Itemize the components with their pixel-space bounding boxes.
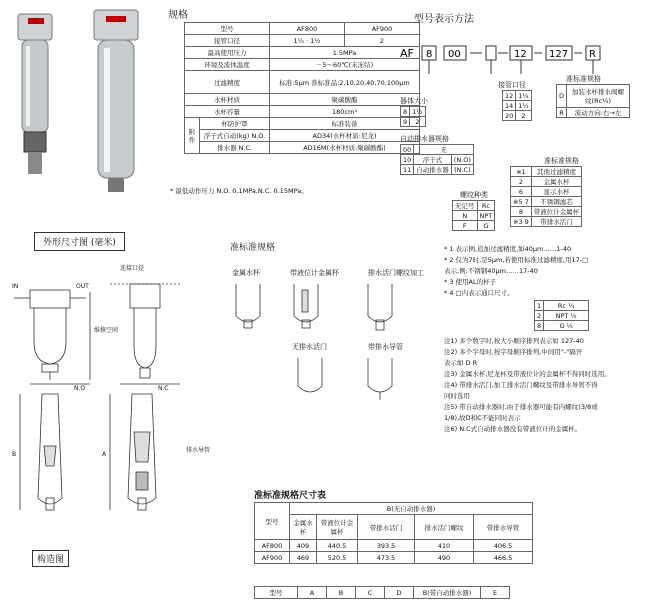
spec-cell: 水杯材质 (185, 94, 270, 106)
table-row (185, 23, 420, 35)
body-value: 1½ (410, 107, 425, 117)
note-line: 表示如 D R (444, 359, 478, 367)
spec-cell: 过滤精度 (185, 71, 270, 94)
note-line: 注5) 带自动排水器时,由于排水器可能有内螺纹(3/8或 (444, 403, 598, 411)
dim-cell: AF900 (255, 552, 290, 564)
semi-caption-thread: 排水活门螺纹加工 (368, 269, 424, 277)
spec-drain-nc: N.C. (238, 144, 253, 152)
bottom-header: A (298, 587, 327, 599)
accessory-table (556, 84, 630, 118)
spec-cell: 环境及流体温度 (185, 59, 270, 71)
note-line: 注3) 金属水杯,尼龙杯及带液位计的金属杯不得同时选用。 (444, 370, 611, 378)
spec-cell: AD34(水杯材质:尼龙) (270, 130, 420, 142)
dim-header: 型号 (255, 503, 290, 540)
semi-code: ※1 (511, 167, 532, 177)
body-code: 8 (401, 107, 410, 117)
table-row (255, 540, 533, 552)
semi-fig-metal (236, 284, 260, 328)
table-row (185, 106, 420, 118)
table-row (185, 35, 420, 47)
dim-in-label: IN (12, 283, 19, 290)
model-code-boxes (400, 44, 650, 74)
dim-header: 带液位计金属杯 (317, 515, 358, 540)
table-row (511, 197, 582, 207)
note-line: 注2) 多个字母时,按字母顺序排列,中间用"-"隔开 (444, 348, 583, 356)
table-row (557, 85, 630, 108)
semi-figs-title: 准标准规格 (230, 243, 276, 253)
table-row (185, 47, 420, 59)
table-row (185, 118, 420, 130)
spec-table-wrap (184, 22, 420, 154)
dim-cell: 409 (290, 540, 317, 552)
table-row (255, 587, 510, 599)
spec-cell: 最高使用压力 (185, 47, 270, 59)
spec-title: 规格 (168, 10, 188, 21)
dim-table (254, 502, 533, 564)
drain-code: 00 (401, 145, 414, 155)
spec-footnote: * 最低动作压力 N.O. 0.1MPa,N.C. 0.15MPa。 (170, 187, 308, 195)
product-photo-af800 (18, 14, 52, 174)
thread-code: 无记号 (453, 201, 478, 211)
semi-caption-nocock: 无排水活门 (292, 343, 327, 351)
table-row (401, 107, 426, 117)
code-prefix: AF (400, 47, 414, 60)
thread-value: G (477, 221, 495, 231)
port-table-value: NPT ¼ (544, 311, 589, 321)
thread-code: N (453, 211, 478, 221)
port-code: 20 (503, 111, 516, 121)
dim-hex-label: 排水导管 (186, 447, 211, 454)
thread-value: NPT (477, 211, 495, 221)
spec-drain-label: 浮子式自动(kg) (203, 132, 250, 140)
dim-port-label: 连接口径 (120, 265, 145, 272)
note-line: * 1 表示例,追加过滤精度,如40μm……1-40 (444, 245, 572, 253)
body-code: 9 (401, 117, 410, 127)
spec-cell: 接管口径 (185, 35, 270, 47)
accessory-desc: 加装水杯排水阀螺纹(Rc¼) (567, 85, 630, 108)
note-line: * 4 □内表示通口尺寸。 (444, 289, 514, 297)
port-table-code: 2 (535, 311, 544, 321)
table-row (535, 301, 589, 311)
drain-desc: 自动排水器 (414, 165, 452, 175)
table-row (453, 211, 495, 221)
table-row (511, 207, 582, 217)
semi-std-title: 准标准规格 (544, 157, 579, 165)
port-table-code: 8 (535, 321, 544, 331)
semi-fig-level (294, 284, 318, 328)
spec-cell: AD16M(水杯材质:聚碳酸酯) (270, 142, 420, 154)
dim-cell: 490 (415, 552, 474, 564)
spec-table (184, 22, 420, 154)
port-value: 2 (516, 111, 531, 121)
port-table-code: 1 (535, 301, 544, 311)
bottom-header: E (481, 587, 510, 599)
port-value: 1½ (516, 101, 531, 111)
dim-cell: 469 (290, 552, 317, 564)
note-line: * 2 仅为7时,是5μm,若使用标准过滤精度,用17-□ (444, 256, 589, 264)
semi-desc: 带液位计金属杯 (531, 207, 582, 217)
table-row (185, 142, 420, 154)
semi-desc: 显示水杯 (531, 187, 582, 197)
dim-header: 带排水活门 (358, 515, 415, 540)
spec-cell: 聚碳酸酯 (270, 94, 420, 106)
dim-no-label: N.O (74, 385, 86, 392)
dim-cell: 440.5 (317, 540, 358, 552)
spec-cell: 型号 (185, 23, 270, 35)
semi-fig-tube (368, 358, 392, 400)
structure-title: 构造图 (32, 550, 69, 567)
table-row (255, 515, 533, 540)
semi-desc: 金属水杯 (531, 177, 582, 187)
drain-code: 11 (401, 165, 414, 175)
dim-maint-label: 维修空间 (94, 327, 119, 334)
table-row (503, 91, 532, 101)
table-row (535, 321, 589, 331)
table-row (511, 187, 582, 197)
product-photos (8, 6, 158, 221)
spec-cell (200, 130, 270, 142)
semi-code: ※5 7 (511, 197, 532, 207)
table-row (401, 155, 474, 165)
table-row (185, 94, 420, 106)
dimension-drawing (10, 262, 211, 522)
dim-out-label: OUT (76, 283, 89, 290)
drain-type: (N.C) (451, 165, 473, 175)
drain-desc: 浮子式 (414, 155, 452, 165)
port-table-value: G ¼ (544, 321, 589, 331)
dim-cell: 406.5 (474, 540, 533, 552)
accessory-code: D (557, 85, 567, 108)
thread-title: 螺纹种类 (460, 191, 488, 199)
table-row (511, 217, 582, 227)
dim-nc-label: N.C (158, 385, 169, 392)
port-table-value: Rc ¼ (544, 301, 589, 311)
code-size: 8 (426, 49, 433, 60)
note-line: 注4) 带排水活门,加工排水活门螺纹及带排水导管不得 (444, 381, 598, 389)
code-drain: 00 (448, 49, 461, 60)
spec-cell: 杯防护罩 (200, 118, 270, 130)
semi-caption-level: 带液位计金属杯 (290, 269, 339, 277)
table-row (255, 552, 533, 564)
dim-table-title: 准标准规格尺寸表 (254, 491, 327, 501)
bottom-group-header: B(带自动排水器) (414, 587, 481, 599)
spec-cell: 1.5MPa (270, 47, 420, 59)
semi-desc: 不锈钢滤芯 (531, 197, 582, 207)
table-row (185, 71, 420, 94)
table-row (453, 221, 495, 231)
semi-std-table (510, 166, 582, 227)
semi-caption-metal: 金属水杯 (232, 269, 260, 277)
semi-desc: 其他过滤精度 (531, 167, 582, 177)
dim-cell: 410 (415, 540, 474, 552)
table-row (503, 111, 532, 121)
port-code: 12 (503, 91, 516, 101)
table-row (401, 165, 474, 175)
semi-code: 8 (511, 207, 532, 217)
dim-cell: AF800 (255, 540, 290, 552)
bottom-table (254, 586, 510, 599)
code-dir: R (589, 49, 596, 60)
thread-code: F (453, 221, 478, 231)
spec-cell: 1¼ · 1½ (270, 35, 345, 47)
spec-cell: AF900 (345, 23, 420, 35)
accessory-desc: 流动方向:右→左 (567, 108, 630, 118)
spec-cell: 标准:5μm 准标准品:2,10,20,40,70,100μm (270, 71, 420, 94)
accessory-title: 准标准规格 (566, 75, 601, 83)
model-code-title: 型号表示方法 (414, 14, 474, 25)
spec-cell: －5～60℃(未冻结) (270, 59, 420, 71)
dim-cell: 520.5 (317, 552, 358, 564)
semi-desc: 带排水活门 (531, 217, 582, 227)
table-row (255, 503, 533, 515)
port-code-table (534, 300, 589, 331)
spec-cell (200, 142, 270, 154)
dim-cell: 473.5 (358, 552, 415, 564)
semi-code: 2 (511, 177, 532, 187)
code-port: 12 (514, 49, 527, 60)
spec-drain-label: 排水器 (216, 144, 237, 152)
accessory-code: R (557, 108, 567, 118)
dim-a-label: A (102, 451, 107, 458)
drain-desc: 无 (414, 145, 474, 155)
table-row (503, 101, 532, 111)
spec-cell: AF800 (270, 23, 345, 35)
note-line: 表示,例:不锈钢40μm……17-40 (444, 267, 538, 275)
thread-table (452, 200, 495, 231)
thread-value: Rc (477, 201, 495, 211)
table-row (185, 59, 420, 71)
auto-drain-title: 自动排水器规格 (400, 135, 449, 143)
spec-cell: 标准装备 (270, 118, 420, 130)
spec-drain-no: N.O. (251, 132, 266, 140)
semi-caption-tube: 带排水导管 (368, 343, 403, 351)
code-semi: 127 (549, 49, 569, 60)
dim-cell: 393.5 (358, 540, 415, 552)
dim-b-label: B (12, 451, 17, 458)
semi-code: 6 (511, 187, 532, 197)
table-row (453, 201, 495, 211)
table-row (401, 145, 474, 155)
dimension-title: 外形尺寸图 (毫米) (34, 232, 125, 251)
note-line: 注1) 多个数字时,按大小顺序排列表示如 127-40 (444, 337, 584, 345)
spec-cell: 水杯容量 (185, 106, 270, 118)
notes2-block (444, 336, 611, 435)
port-code: 14 (503, 101, 516, 111)
dim-group-header: B(无自动排水器) (290, 503, 533, 515)
bottom-header: C (356, 587, 385, 599)
spec-cell: 180cm³ (270, 106, 420, 118)
auto-drain-table (400, 144, 474, 175)
table-row (401, 117, 426, 127)
table-row (535, 311, 589, 321)
semi-figures (228, 280, 418, 400)
bottom-header: B (327, 587, 356, 599)
note-line: * 3 使用AL的杯子 (444, 278, 497, 286)
bottom-header: 型号 (255, 587, 298, 599)
table-row (185, 130, 420, 142)
port-value: 1¼ (516, 91, 531, 101)
drain-type: (N.O) (451, 155, 473, 165)
drain-code: 10 (401, 155, 414, 165)
dim-header: 带排水导管 (474, 515, 533, 540)
port-size-table (502, 90, 532, 121)
port-size-title: 接管口径 (498, 81, 526, 89)
body-size-title: 器体大小 (400, 97, 428, 105)
semi-fig-nocock (298, 358, 322, 392)
dim-cell: 466.5 (474, 552, 533, 564)
note-line: 注6) N.C式自动排水器没有带液位计的金属杯。 (444, 425, 582, 433)
product-photo-af900 (94, 10, 138, 192)
table-row (557, 108, 630, 118)
dim-header: 排水活门螺纹 (415, 515, 474, 540)
semi-fig-thread (368, 284, 392, 330)
note-line: 1/8),故D和C不能同时表示 (444, 414, 521, 422)
body-value: 2 (410, 117, 425, 127)
semi-code: ※3 9 (511, 217, 532, 227)
body-size-table (400, 106, 426, 127)
table-row (511, 177, 582, 187)
dim-header: 金属水杯 (290, 515, 317, 540)
note-line: 同时选用 (444, 392, 470, 400)
spec-cell: 2 (345, 35, 420, 47)
bottom-header: D (385, 587, 414, 599)
table-row (511, 167, 582, 177)
spec-side-label: 附件 (185, 118, 200, 154)
notes-block (444, 244, 588, 299)
